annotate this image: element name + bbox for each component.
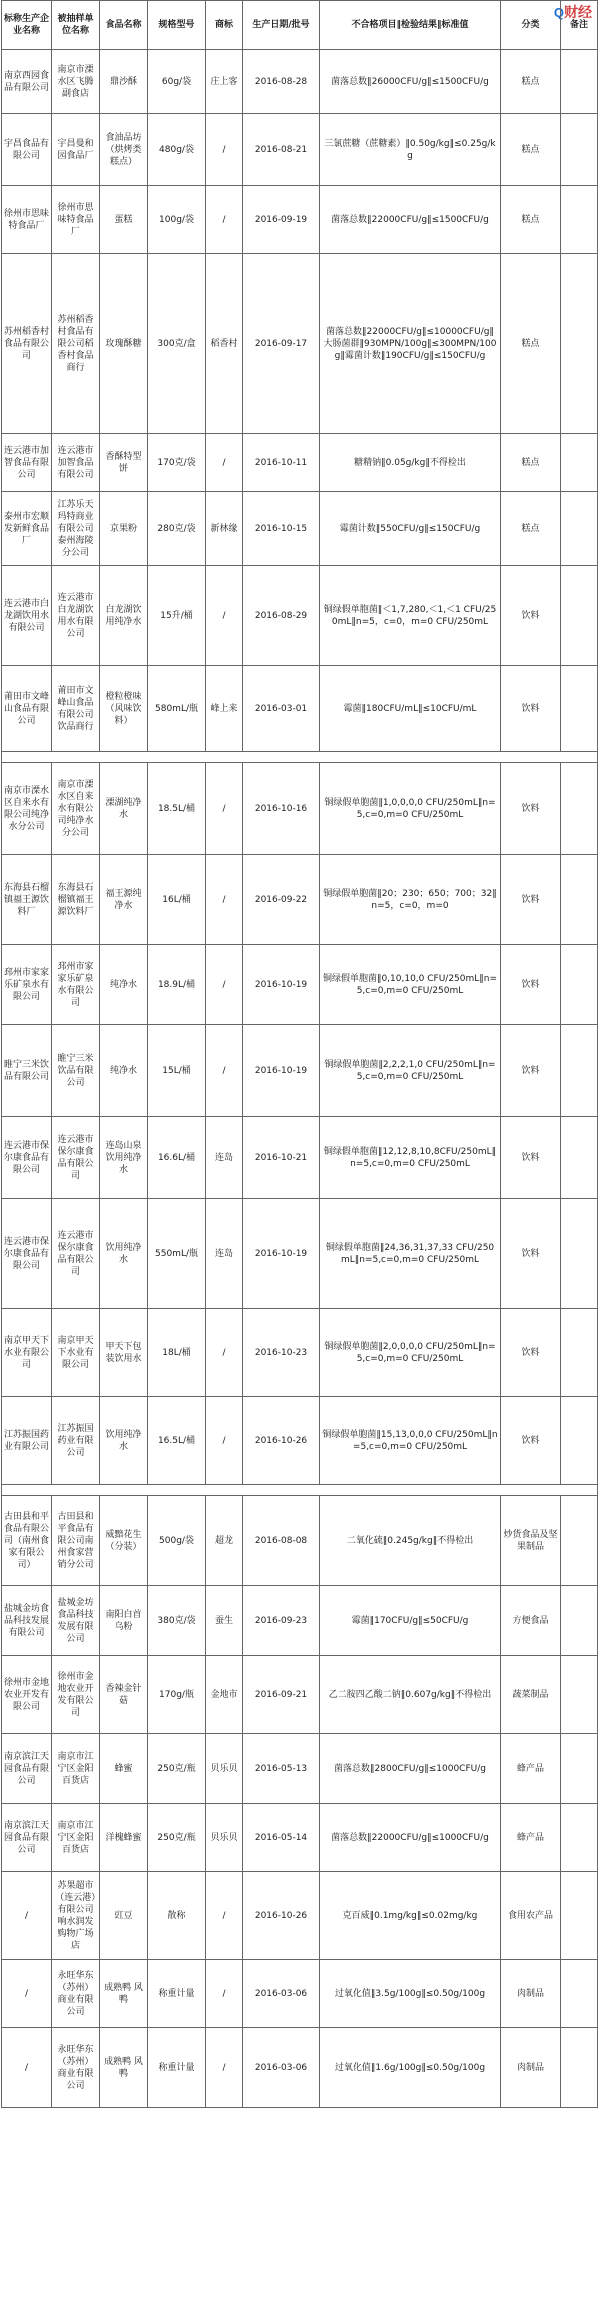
table-cell: 2016-08-08 (243, 1496, 320, 1586)
table-cell: 580mL/瓶 (148, 666, 206, 752)
table-cell: 铜绿假单胞菌‖0,10,10,0 CFU/250mL‖n=5,c=0,m=0 CFU/250mL (320, 945, 501, 1025)
table-cell: 饮料 (501, 1397, 561, 1485)
table-cell: 菌落总数‖22000CFU/g‖≤1000CFU/g (320, 1804, 501, 1872)
table-cell: 盐城金坊食品科技发展有限公司 (2, 1586, 52, 1656)
table-cell: 散称 (148, 1872, 206, 1960)
table-cell: 肉制品 (501, 2028, 561, 2108)
table-cell (561, 1656, 598, 1734)
table-cell (561, 1734, 598, 1804)
table-cell: / (206, 1960, 243, 2028)
table-cell: / (2, 1960, 52, 2028)
table-cell: 蜂产品 (501, 1734, 561, 1804)
table-cell: 香酥特型饼 (100, 434, 148, 492)
table-cell: 宇昌曼和园食品厂 (52, 114, 100, 186)
table-cell: 250克/瓶 (148, 1804, 206, 1872)
table-row (2, 2028, 598, 2108)
header-cell: 备注 (561, 1, 598, 50)
table-row (2, 666, 598, 752)
table-row (2, 855, 598, 945)
table-row (2, 492, 598, 566)
table-cell: 纯净水 (100, 1025, 148, 1117)
table-cell: 500g/袋 (148, 1496, 206, 1586)
table-cell: 连云港市保尔康食品有限公司 (52, 1117, 100, 1199)
table-cell (561, 492, 598, 566)
table-cell: / (206, 434, 243, 492)
table-cell: 超龙 (206, 1496, 243, 1586)
table-cell: 南京市江宁区金阳百货店 (52, 1804, 100, 1872)
table-cell: / (2, 2028, 52, 2108)
header-cell: 规格型号 (148, 1, 206, 50)
table-cell: 京果粉 (100, 492, 148, 566)
table-cell: / (2, 1872, 52, 1960)
table-cell: / (206, 186, 243, 254)
table-cell: 徐州市思味特食品厂 (2, 186, 52, 254)
table-cell: 2016-09-22 (243, 855, 320, 945)
table-cell: 饮料 (501, 1309, 561, 1397)
table-cell: / (206, 1025, 243, 1117)
table-cell: 南京市溧水区自来水有限公司纯净水分公司 (2, 763, 52, 855)
table-cell: 170g/瓶 (148, 1656, 206, 1734)
table-cell (561, 50, 598, 114)
table-cell: 16L/桶 (148, 855, 206, 945)
table-cell: 饮料 (501, 1117, 561, 1199)
table-cell: 2016-08-28 (243, 50, 320, 114)
table-cell: / (206, 945, 243, 1025)
table-cell: 18L/桶 (148, 1309, 206, 1397)
table-cell: 克百威‖0.1mg/kg‖≤0.02mg/kg (320, 1872, 501, 1960)
table-row (2, 1117, 598, 1199)
table-cell: 饮料 (501, 1025, 561, 1117)
table-cell: 菌落总数‖26000CFU/g‖≤1500CFU/g (320, 50, 501, 114)
table-cell: 2016-10-26 (243, 1397, 320, 1485)
table-row (2, 1025, 598, 1117)
table-cell: 2016-08-21 (243, 114, 320, 186)
table-cell: 饮用纯净水 (100, 1199, 148, 1309)
table-cell: 铜绿假单胞菌‖2,2,2,1,0 CFU/250mL‖n=5,c=0,m=0 CFU/250mL (320, 1025, 501, 1117)
table-cell: 豇豆 (100, 1872, 148, 1960)
table-cell: 东海县石榴镇福王源饮料厂 (2, 855, 52, 945)
table-cell: 福王源纯净水 (100, 855, 148, 945)
table-cell (561, 1496, 598, 1586)
table-cell (561, 855, 598, 945)
table-cell: 霉菌‖180CFU/mL‖≤10CFU/mL (320, 666, 501, 752)
table-cell: 糕点 (501, 50, 561, 114)
table-cell: 2016-10-21 (243, 1117, 320, 1199)
table-cell (561, 1586, 598, 1656)
header-cell: 生产日期/批号 (243, 1, 320, 50)
table-cell (561, 666, 598, 752)
table-cell: 三氯蔗糖（蔗糖素）‖0.50g/kg‖≤0.25g/kg (320, 114, 501, 186)
table-cell: 古田县和平食品有限公司南州食家营销分公司 (52, 1496, 100, 1586)
header-cell: 不合格项目‖检验结果‖标准值 (320, 1, 501, 50)
table-cell: 方便食品 (501, 1586, 561, 1656)
table-cell (561, 1025, 598, 1117)
table-row (2, 1199, 598, 1309)
table-cell: 2016-10-26 (243, 1872, 320, 1960)
table-cell: 18.5L/桶 (148, 763, 206, 855)
table-cell: 徐州市金地农业开发有限公司 (2, 1656, 52, 1734)
table-cell: 连云港市加智食品有限公司 (2, 434, 52, 492)
table-cell: 蔬菜制品 (501, 1656, 561, 1734)
table-row (2, 1586, 598, 1656)
table-cell: 300克/盒 (148, 254, 206, 434)
results-table (1, 0, 598, 2108)
table-cell: 二氧化硫‖0.245g/kg‖不得检出 (320, 1496, 501, 1586)
table-cell: 霉菌计数‖550CFU/g‖≤150CFU/g (320, 492, 501, 566)
table-cell (561, 1309, 598, 1397)
table-cell (561, 2028, 598, 2108)
table-cell: 纯净水 (100, 945, 148, 1025)
table-cell: / (206, 1397, 243, 1485)
table-cell: 过氧化值‖1.6g/100g‖≤0.50g/100g (320, 2028, 501, 2108)
table-cell: 峰上来 (206, 666, 243, 752)
table-cell: 南京市溧水区自来水有限公司纯净水分公司 (52, 763, 100, 855)
table-cell: 铜绿假单胞菌‖＜1,7,280,＜1,＜1 CFU/250mL‖n=5，c=0，m=0 CFU/250mL (320, 566, 501, 666)
inspection-results-sheet (1, 0, 597, 2108)
table-cell: 南京市江宁区金阳百货店 (52, 1734, 100, 1804)
table-cell: 饮料 (501, 945, 561, 1025)
table-cell: 糕点 (501, 186, 561, 254)
header-cell: 被抽样单位名称 (52, 1, 100, 50)
table-cell: 南京滨江天园食品有限公司 (2, 1734, 52, 1804)
table-cell: 铜绿假单胞菌‖12,12,8,10,8CFU/250mL‖n=5,c=0,m=0 CFU/250mL (320, 1117, 501, 1199)
table-cell (561, 1804, 598, 1872)
table-cell: 新林缘 (206, 492, 243, 566)
table-cell: 蜂产品 (501, 1804, 561, 1872)
table-cell: 铜绿假单胞菌‖24,36,31,37,33 CFU/250mL‖n=5,c=0,m=0 CFU/250mL (320, 1199, 501, 1309)
table-cell: 550mL/瓶 (148, 1199, 206, 1309)
table-cell: 2016-09-19 (243, 186, 320, 254)
table-cell: 金地市 (206, 1656, 243, 1734)
table-cell: 糕点 (501, 254, 561, 434)
table-cell: 莆田市文峰山食品有限公司饮品商行 (52, 666, 100, 752)
table-cell: / (206, 1872, 243, 1960)
table-row (2, 566, 598, 666)
table-cell: 菌落总数‖22000CFU/g‖≤1500CFU/g (320, 186, 501, 254)
table-cell: 铜绿假单胞菌‖15,13,0,0,0 CFU/250mL‖n=5,c=0,m=0 CFU/250mL (320, 1397, 501, 1485)
table-cell: 炒货食品及坚果制品 (501, 1496, 561, 1586)
table-cell: 成熟鸭 风鸭 (100, 1960, 148, 2028)
table-cell: 铜绿假单胞菌‖1,0,0,0,0 CFU/250mL‖n=5,c=0,m=0 CFU/250mL (320, 763, 501, 855)
table-cell: 苏州稻香村食品有限公司稻香村食品商行 (52, 254, 100, 434)
table-cell: 连云港市保尔康食品有限公司 (2, 1199, 52, 1309)
table-row (2, 186, 598, 254)
separator-cell (2, 752, 598, 763)
table-cell: / (206, 2028, 243, 2108)
results-body (2, 50, 598, 2108)
header-cell: 分类 (501, 1, 561, 50)
table-cell: 饮料 (501, 666, 561, 752)
table-cell: 溧湖纯净水 (100, 763, 148, 855)
table-row (2, 434, 598, 492)
table-cell: 蜂蜜 (100, 1734, 148, 1804)
table-cell: 糕点 (501, 434, 561, 492)
table-row (2, 1872, 598, 1960)
header-cell: 标称生产企业名称 (2, 1, 52, 50)
table-cell: 连岛山泉饮用纯净水 (100, 1117, 148, 1199)
table-cell: 成熟鸭 风鸭 (100, 2028, 148, 2108)
table-cell: 贝乐贝 (206, 1804, 243, 1872)
table-cell: 380克/袋 (148, 1586, 206, 1656)
table-cell: 连云港市白龙湖饮用水有限公司 (2, 566, 52, 666)
table-cell: 江苏振国药业有限公司 (52, 1397, 100, 1485)
table-cell (561, 566, 598, 666)
table-cell: 南京甲天下水业有限公司 (2, 1309, 52, 1397)
header-cell: 商标 (206, 1, 243, 50)
table-cell: 2016-03-01 (243, 666, 320, 752)
table-cell (561, 434, 598, 492)
table-cell: 邳州市家家乐矿泉水有限公司 (52, 945, 100, 1025)
table-cell (561, 1199, 598, 1309)
table-row (2, 1804, 598, 1872)
table-cell: 蚕生 (206, 1586, 243, 1656)
table-cell: 菌落总数‖22000CFU/g‖≤10000CFU/g‖大肠菌群‖930MPN/100g‖≤300MPN/100g‖霉菌计数‖190CFU/g‖≤150CFU/g (320, 254, 501, 434)
table-cell: 过氧化值‖3.5g/100g‖≤0.50g/100g (320, 1960, 501, 2028)
table-cell (561, 1397, 598, 1485)
table-row (2, 1656, 598, 1734)
table-cell: 菌落总数‖2800CFU/g‖≤1000CFU/g (320, 1734, 501, 1804)
table-cell: 食油品坊（烘烤类糕点） (100, 114, 148, 186)
table-cell: 15升/桶 (148, 566, 206, 666)
table-cell: 2016-10-15 (243, 492, 320, 566)
table-cell: 永旺华东（苏州）商业有限公司 (52, 2028, 100, 2108)
table-cell: 2016-05-13 (243, 1734, 320, 1804)
section-separator (2, 1485, 598, 1496)
table-cell: 250克/瓶 (148, 1734, 206, 1804)
table-cell: 16.5L/桶 (148, 1397, 206, 1485)
table-cell: 玫瑰酥糖 (100, 254, 148, 434)
table-cell: 蛋糕 (100, 186, 148, 254)
table-cell: 2016-10-19 (243, 945, 320, 1025)
table-cell: 睢宁三米饮品有限公司 (52, 1025, 100, 1117)
table-cell: 贝乐贝 (206, 1734, 243, 1804)
table-cell: 2016-09-17 (243, 254, 320, 434)
table-cell: 称重计量 (148, 2028, 206, 2108)
table-row (2, 1397, 598, 1485)
table-row (2, 1496, 598, 1586)
table-cell: 盐城金坊食品科技发展有限公司 (52, 1586, 100, 1656)
table-cell: 东海县石榴镇福王源饮料厂 (52, 855, 100, 945)
table-cell: 橙粒橙味（风味饮料） (100, 666, 148, 752)
table-cell: 苏果超市（连云港）有限公司响水润发购物广场店 (52, 1872, 100, 1960)
table-row (2, 945, 598, 1025)
table-cell: 2016-10-19 (243, 1025, 320, 1117)
header-cell: 食品名称 (100, 1, 148, 50)
table-row (2, 1960, 598, 2028)
table-cell: 邳州市家家乐矿泉水有限公司 (2, 945, 52, 1025)
table-cell: 15L/桶 (148, 1025, 206, 1117)
table-cell: 古田县和平食品有限公司（南州食家有限公司） (2, 1496, 52, 1586)
table-cell: 480g/袋 (148, 114, 206, 186)
table-cell: 甲天下包装饮用水 (100, 1309, 148, 1397)
table-cell: 睢宁三米饮品有限公司 (2, 1025, 52, 1117)
table-cell: 南阳白首乌粉 (100, 1586, 148, 1656)
table-cell: / (206, 566, 243, 666)
table-cell: 2016-10-11 (243, 434, 320, 492)
table-row (2, 50, 598, 114)
table-row (2, 114, 598, 186)
table-cell: / (206, 855, 243, 945)
table-cell: 香辣金针菇 (100, 1656, 148, 1734)
table-cell (561, 1117, 598, 1199)
table-cell: 泰州市宏顺发新鲜食品厂 (2, 492, 52, 566)
table-cell: 280克/袋 (148, 492, 206, 566)
table-cell: 肉制品 (501, 1960, 561, 2028)
table-cell: / (206, 763, 243, 855)
table-cell: 18.9L/桶 (148, 945, 206, 1025)
table-cell: 白龙湖饮用纯净水 (100, 566, 148, 666)
table-row (2, 1309, 598, 1397)
table-cell: 南京西园食品有限公司 (2, 50, 52, 114)
separator-cell (2, 1485, 598, 1496)
table-cell: 徐州市思味特食品厂 (52, 186, 100, 254)
table-cell: 南京市溧水区飞腾副食店 (52, 50, 100, 114)
table-cell: 铜绿假单胞菌‖2,0,0,0,0 CFU/250mL‖n=5,c=0,m=0 CFU/250mL (320, 1309, 501, 1397)
table-cell: 2016-10-23 (243, 1309, 320, 1397)
table-cell: 饮用纯净水 (100, 1397, 148, 1485)
table-cell: 霉菌‖170CFU/g‖≤50CFU/g (320, 1586, 501, 1656)
table-cell: 洋槐蜂蜜 (100, 1804, 148, 1872)
site-watermark: Q财经 (553, 4, 592, 20)
table-cell: 连云港市保尔康食品有限公司 (52, 1199, 100, 1309)
table-cell: 连岛 (206, 1199, 243, 1309)
table-cell: 连云港市加智食品有限公司 (52, 434, 100, 492)
table-cell: 2016-09-23 (243, 1586, 320, 1656)
table-row (2, 763, 598, 855)
table-cell: 庄上客 (206, 50, 243, 114)
table-cell (561, 1872, 598, 1960)
table-cell: 永旺华东（苏州）商业有限公司 (52, 1960, 100, 2028)
table-cell: 称重计量 (148, 1960, 206, 2028)
table-cell: 饮料 (501, 1199, 561, 1309)
table-cell: 南京甲天下水业有限公司 (52, 1309, 100, 1397)
table-cell (561, 186, 598, 254)
table-cell: 连岛 (206, 1117, 243, 1199)
table-cell: 饮料 (501, 763, 561, 855)
table-cell (561, 1960, 598, 2028)
table-cell: 60g/袋 (148, 50, 206, 114)
table-cell: 徐州市金地农业开发有限公司 (52, 1656, 100, 1734)
table-cell: 2016-05-14 (243, 1804, 320, 1872)
table-cell: 饮料 (501, 855, 561, 945)
table-cell: 鼎沙酥 (100, 50, 148, 114)
table-cell: 饮料 (501, 566, 561, 666)
table-cell: 16.6L/桶 (148, 1117, 206, 1199)
table-cell: 2016-10-19 (243, 1199, 320, 1309)
table-cell: / (206, 1309, 243, 1397)
table-cell: 2016-03-06 (243, 2028, 320, 2108)
table-cell: 铜绿假单胞菌‖20；230；650；700；32‖n=5，c=0，m=0 (320, 855, 501, 945)
table-cell: 南京滨江天园食品有限公司 (2, 1804, 52, 1872)
table-cell: 莆田市文峰山食品有限公司 (2, 666, 52, 752)
table-cell: 江苏乐天玛特商业有限公司泰州海陵分公司 (52, 492, 100, 566)
table-cell: 宇昌食品有限公司 (2, 114, 52, 186)
table-cell: 威黯花生（分装） (100, 1496, 148, 1586)
table-cell: 100g/袋 (148, 186, 206, 254)
table-cell: 连云港市保尔康食品有限公司 (2, 1117, 52, 1199)
table-cell: 食用农产品 (501, 1872, 561, 1960)
table-cell: 2016-10-16 (243, 763, 320, 855)
table-row (2, 254, 598, 434)
table-cell (561, 254, 598, 434)
table-cell: 2016-03-06 (243, 1960, 320, 2028)
table-cell: 乙二胺四乙酸二钠‖0.607g/kg‖不得检出 (320, 1656, 501, 1734)
table-cell: / (206, 114, 243, 186)
table-cell: 江苏振国药业有限公司 (2, 1397, 52, 1485)
table-cell: 2016-08-29 (243, 566, 320, 666)
table-cell (561, 763, 598, 855)
table-cell: 连云港市白龙湖饮用水有限公司 (52, 566, 100, 666)
table-cell (561, 114, 598, 186)
table-cell: 稻香村 (206, 254, 243, 434)
table-cell: 2016-09-21 (243, 1656, 320, 1734)
table-cell (561, 945, 598, 1025)
section-separator (2, 752, 598, 763)
table-row (2, 1734, 598, 1804)
table-cell: 苏州稻香村食品有限公司 (2, 254, 52, 434)
table-cell: 糕点 (501, 492, 561, 566)
table-cell: 170克/袋 (148, 434, 206, 492)
table-cell: 糕点 (501, 114, 561, 186)
header-row (2, 1, 598, 50)
table-cell: 糖精钠‖0.05g/kg‖不得检出 (320, 434, 501, 492)
